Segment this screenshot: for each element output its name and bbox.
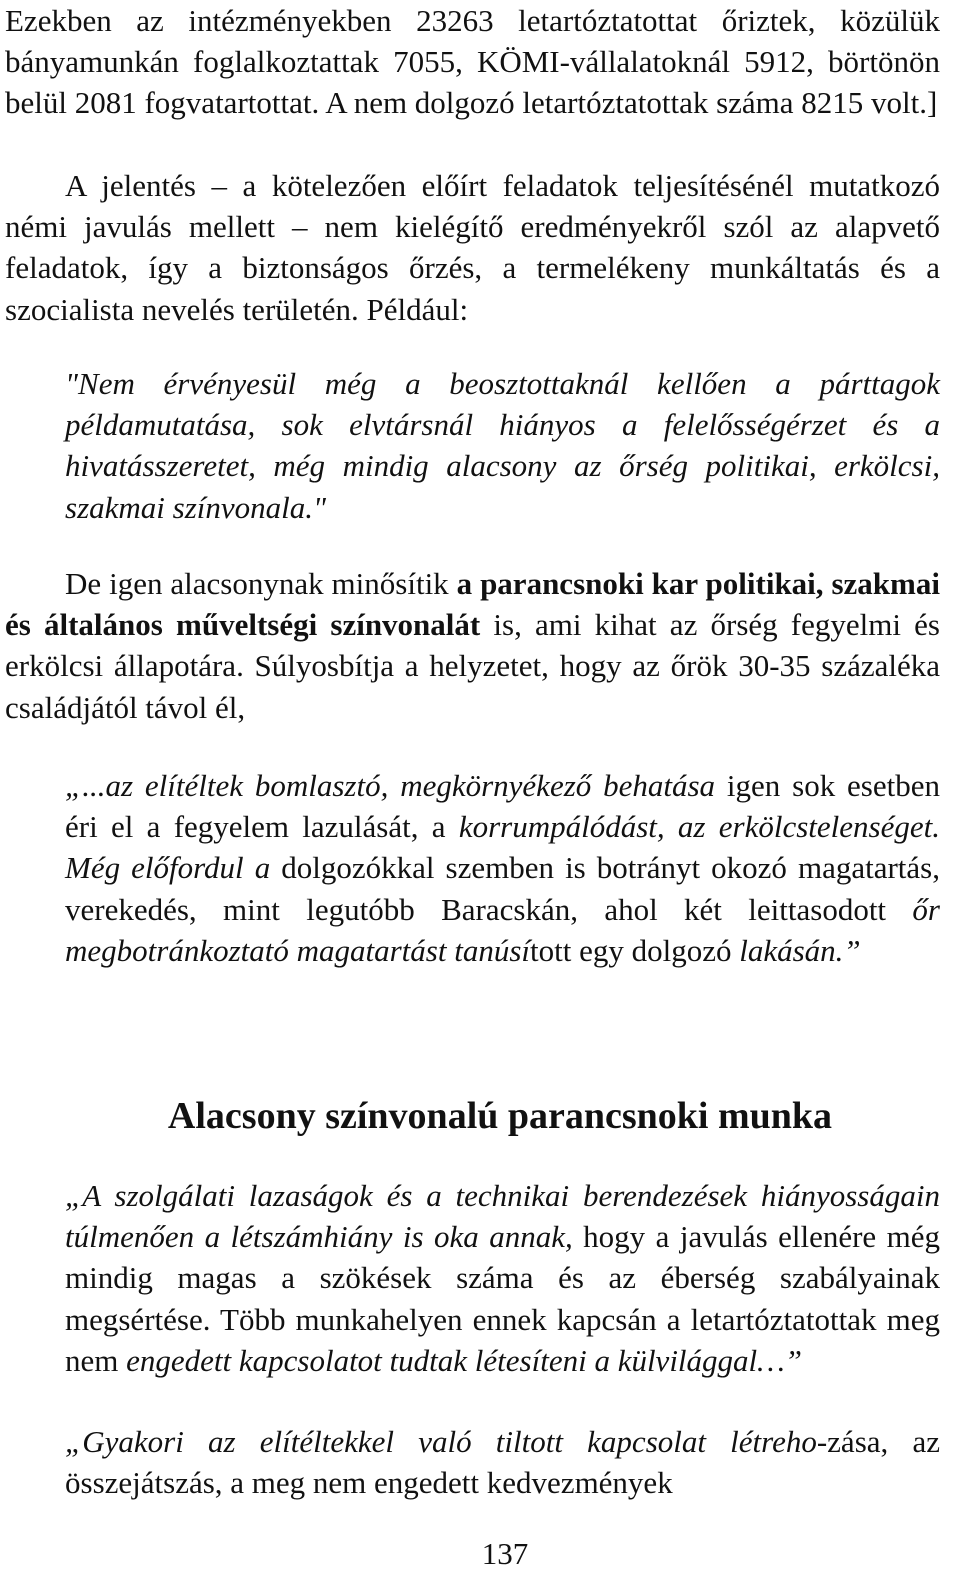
section-heading: Alacsony színvonalú parancsnoki munka [167,1095,833,1137]
quote-second-text-b: igen sok esetben éri el a fegyelem lazulását, a [65,768,941,845]
paragraph-command-staff-text-b: is, ami kihat az őrség fegyelmi és erkölcsi állapotára. Súlyosbítja a helyzetet, hogy az őrök 30-35 százaléka családjától távol él, [5,607,940,725]
paragraph-command-staff-text-a: De igen alacsonynak minősítik [65,566,457,601]
quote-third-italic-c: engedett kapcsolatot tudtak létesíteni a külvilággal…” [126,1342,802,1378]
quote-fourth-italic-a: „Gyakori az elítéltekkel való tiltott kapcsolat létreho- [65,1424,828,1459]
quote-second-italic-a: „...az elítéltek bomlasztó, megkörnyékező behatása [65,768,716,803]
paragraph-command-staff [5,563,940,728]
quote-first-text: "Nem érvényesül még a beosztottaknál kellően a párttagok példamutatása, sok elvtársnál hiányos a felelősségérzet és a hivatásszeretet, még mindig alacsony az őrség politikai, erkölcsi, szakmai színvonala." [65,366,940,525]
paragraph-report [5,165,940,330]
quote-fourth-text-b: zása, az összejátszás, a meg nem engedett kedvezmények [65,1424,940,1501]
quote-second-text-f: tott egy dolgozó [530,932,740,968]
quote-first [65,363,940,528]
paragraph-command-staff-bold: a parancsnoki kar politikai, szakmai és általános műveltségi színvonalát [5,566,940,643]
quote-second-italic-c: korrumpálódást, az erkölcstelenséget. Még előfordul a [65,809,940,886]
quote-second-text-d: dolgozókkal szemben is botrányt okozó magatartás, verekedés, mint legutóbb Baracskán, ahol két leittasodott [65,850,940,927]
page-number: 137 [481,1536,529,1571]
quote-third-text-b: hogy a javulás ellenére még mindig magas a szökések száma és az éberség szabályainak megsértése. Több munkahelyen ennek kapcsán a letartóztatottak meg nem [65,1219,941,1378]
quote-third [65,1175,940,1381]
quote-second-italic-g: lakásán.” [739,932,861,968]
paragraph-intro [5,0,940,124]
quote-fourth [65,1421,940,1503]
quote-second [65,765,940,971]
quote-second-italic-e: őr megbotránkoztató magatartást tanúsí [65,891,940,968]
paragraph-intro-text: Ezekben az intézményekben 23263 letartóztatottat őriztek, közülük bányamunkán foglalkoztattak 7055, KÖMI-vállalatoknál 5912, börtönön belül 2081 fogvatartottat. A nem dolgozó letartóztatottak száma 8215 volt.] [5,3,940,121]
paragraph-report-text: A jelentés – a kötelezően előírt feladatok teljesítésénél mutatkozó némi javulás mellett – nem kielégítő eredményekről szól az alapvető feladatok, így a biztonságos őrzés, a termelékeny munkáltatás és a szocialista nevelés területén. Például: [5,168,940,327]
quote-third-italic-a: „A szolgálati lazaságok és a technikai berendezések hiányosságain túlmenően a létszámhiány is oka annak, [65,1178,940,1255]
